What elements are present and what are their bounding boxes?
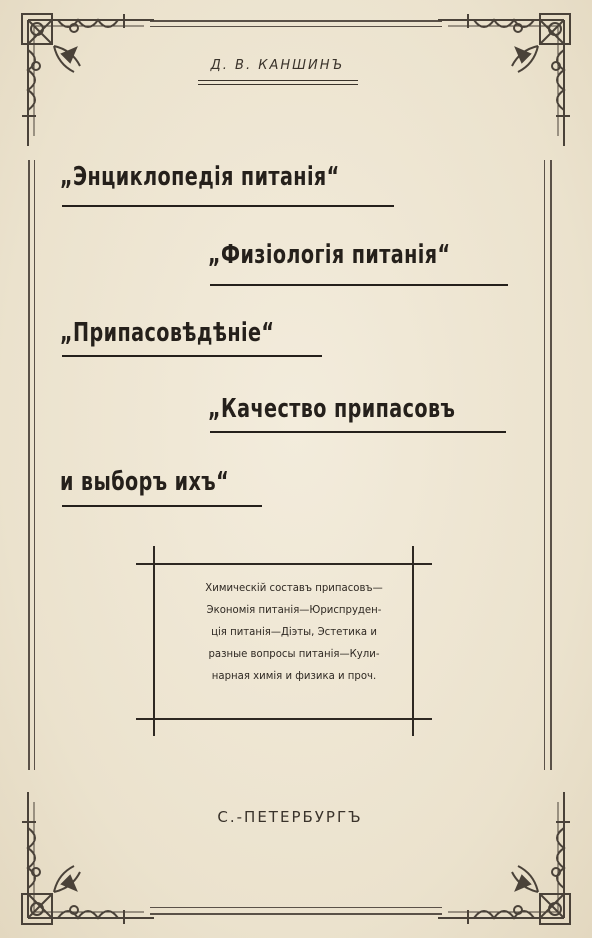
frame-left-line-inner <box>34 160 35 770</box>
publication-city: С.-ПЕТЕРБУРГЪ <box>217 808 363 826</box>
frame-bottom-line-inner <box>150 907 442 908</box>
contents-line-5: нарная химія и физика и проч. <box>211 669 377 682</box>
frame-bottom-line <box>150 913 442 915</box>
author-rule-top <box>198 80 358 81</box>
author-rule-bottom <box>198 84 358 85</box>
frame-right-line <box>550 160 552 770</box>
contents-line-1: Химическій составъ припасовъ— <box>205 581 383 594</box>
frame-top-line-inner <box>150 26 442 27</box>
contents-box-right <box>412 546 414 736</box>
frame-top-line <box>150 20 442 22</box>
title-line-2: „Физіологія питанія“ <box>208 240 451 270</box>
contents-line-3: ція питанія—Діэты, Эстетика и <box>211 625 377 638</box>
contents-box-bottom <box>136 718 432 720</box>
title-line-1: „Энциклопедія питанія“ <box>60 162 340 192</box>
contents-line-4: разные вопросы питанія—Кули- <box>208 647 380 660</box>
title-line-5: и выборъ ихъ“ <box>60 467 230 497</box>
contents-line-2: Экономія питанія—Юриспруден- <box>206 603 382 616</box>
author-name: Д. В. КАНШИНЪ <box>210 58 345 73</box>
ornament-corner-bottom-right <box>428 782 578 932</box>
title-rule-1 <box>62 205 394 207</box>
title-line-3: „Припасовѣдѣніе“ <box>60 318 275 348</box>
ornament-corner-top-left <box>14 6 164 156</box>
title-rule-5 <box>62 505 262 507</box>
frame-right-line-inner <box>544 160 545 770</box>
ornament-corner-bottom-left <box>14 782 164 932</box>
ornament-corner-top-right <box>428 6 578 156</box>
contents-box-top <box>136 563 432 565</box>
title-line-4: „Качество припасовъ <box>208 394 456 424</box>
title-rule-4 <box>210 431 506 433</box>
contents-box-left <box>153 546 155 736</box>
frame-left-line <box>28 160 30 770</box>
title-rule-3 <box>62 355 322 357</box>
title-rule-2 <box>210 284 508 286</box>
